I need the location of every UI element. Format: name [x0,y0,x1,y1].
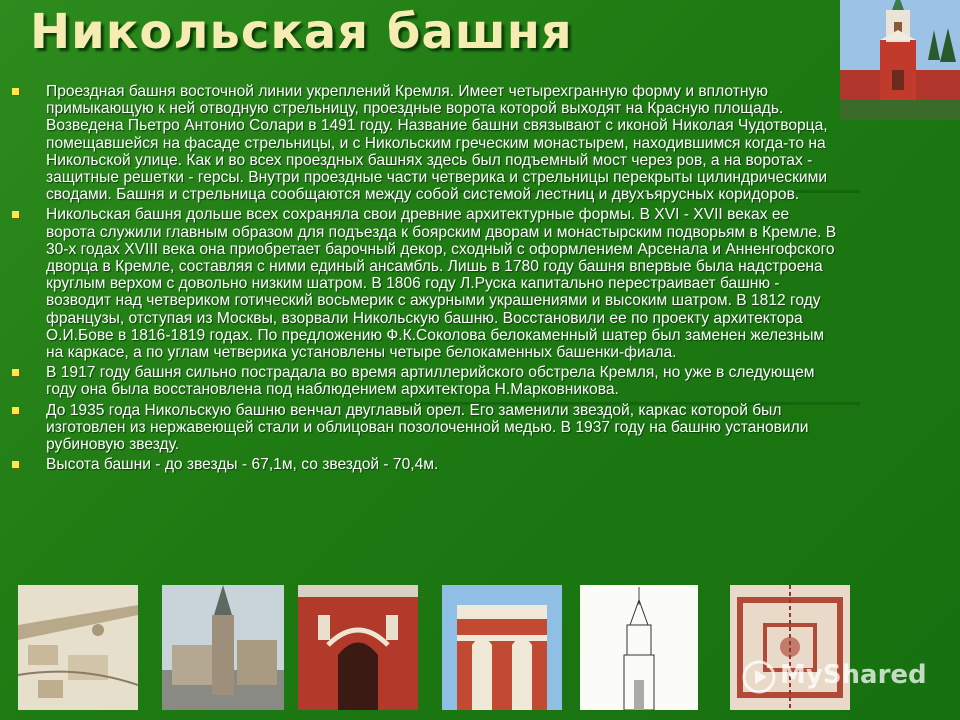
old-map-image [18,585,138,710]
page-title: Никольская башня [30,4,573,60]
bullet-text: До 1935 года Никольскую башню венчал двуглавый орел. Его заменили звездой, каркас которой был изготовлен из нержавеющей стали и облицован позолоченной медью. В 1937 году на башню установили рубиновую звезду. [46,401,809,454]
bullet-text: Высота башни - до звезды - 67,1м, со звездой - 70,4м. [46,456,439,474]
bullet-marker-icon [12,369,19,376]
watermark-text: MyShared [780,660,927,690]
bullet-marker-icon [12,407,19,414]
tower-drawing-image [580,585,698,710]
list-item [12,83,842,203]
bullet-text: В 1917 году башня сильно пострадала во время артиллерийского обстрела Кремля, но уже в следующем году она была восстановлена под наблюдением архитектора Н.Марковникова. [46,364,815,399]
list-item [12,364,842,398]
list-item [12,402,842,454]
bullet-text: Никольская башня дольше всех сохраняла свои древние архитектурные формы. В XVI - XVII веках ее ворота служили главным образом для подъезда к боярским дворам и монастырским подворьям в Кремле. В 30-х годах XVIII века она приобретает барочный декор, сходный с оформлением Арсенала и Анненгофского дворца в Кремле, составляя с ними единый ансамбль. Лишь в 1780 году башня впервые была надстроена круглым верхом с довольно низким шатром. В 1806 году Л.Руска капитально перестраивает башню - возводит над четвериком готический восьмерик с ажурными украшениями и высоким шатром. В 1812 году французы, отступая из Москвы, взорвали Никольскую башню. Восстановили ее по проекту архитектора О.И.Бове в 1816-1819 годах. По предложению Ф.К.Соколова белокаменный шатер был заменен железным на каркасе, а по углам четверика установлены четыре белокаменных башенки-фиала. [46,206,837,362]
list-item [12,206,842,361]
watermark-play-icon [742,660,776,694]
bullet-text: Проездная башня восточной линии укреплений Кремля. Имеет четырехгранную форму и вплотную примыкающую к ней отводную стрельницу, проездные ворота которой выходят на Красную площадь. Возведена Пьетро Антонио Солари в 1491 году. Название башни связывают с иконой Николая Чудотворца, помещавшейся на фасаде стрельницы, и с Никольским греческим монастырем, находившимся когда-то на Никольской улице. Как и во всех проездных башнях здесь был подъемный мост через ров, а на воротах - защитные решетки - герсы. Внутри проездные части четверика и стрельницы перекрыты цилиндрическими сводами. Башня и стрельница сообщаются между собой системой лестниц и двухъярусных коридоров. [46,83,828,204]
tower-gate-photo [298,585,418,710]
bullet-marker-icon [12,211,19,218]
tower-photo-top [840,0,960,120]
tower-detail-photo [442,585,562,710]
image-strip [0,585,960,720]
list-item [12,456,842,473]
historical-painting-image [162,585,284,710]
bullet-marker-icon [12,461,19,468]
bullet-marker-icon [12,88,19,95]
bullet-list [12,83,842,476]
